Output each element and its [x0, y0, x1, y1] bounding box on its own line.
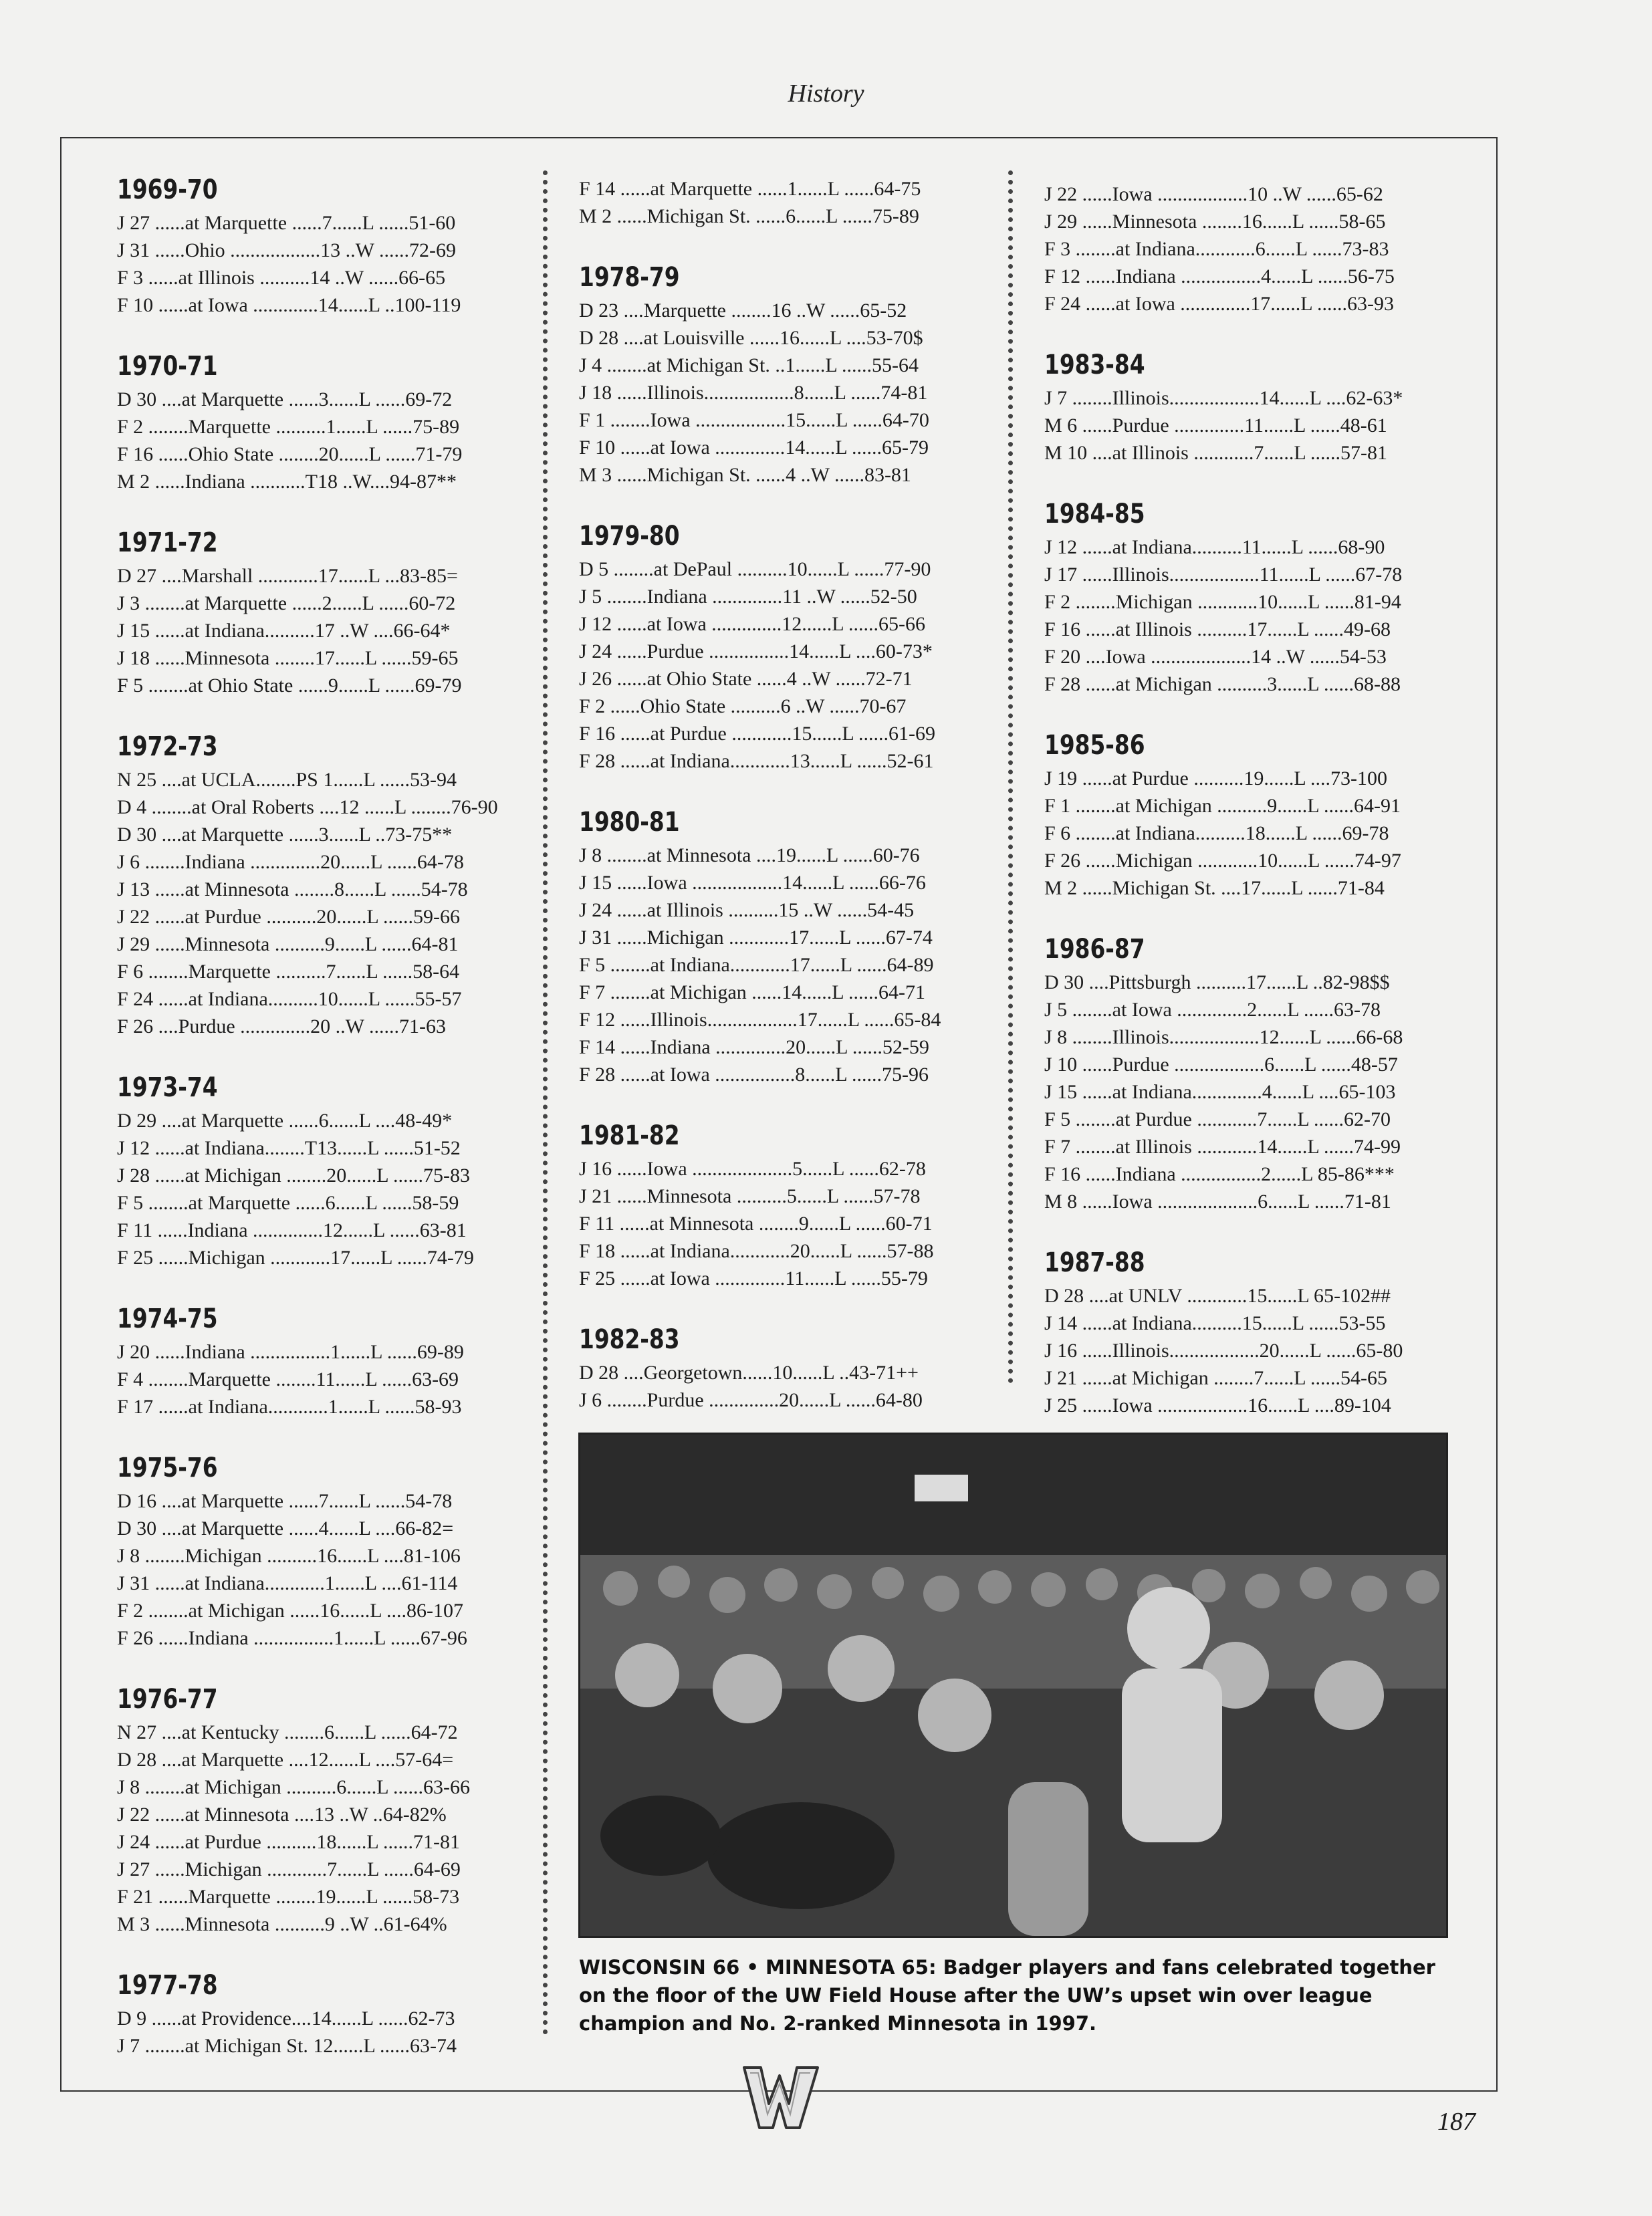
game-row: M 3 ......Minnesota ..........9 ..W ..61-64% — [117, 1913, 447, 1935]
game-row: J 19 ......at Purdue ..........19......L ....73-100 — [1044, 767, 1388, 789]
game-row: F 2 ........at Michigan ......16......L ....86-107 — [117, 1600, 464, 1622]
season-block — [117, 1300, 518, 1421]
game-row: J 12 ......at Indiana..........11......L ......68-90 — [1044, 536, 1385, 558]
game-row: J 21 ......at Michigan ........7......L ......54-65 — [1044, 1367, 1388, 1389]
photo-illustration — [580, 1435, 1446, 1936]
season-block — [117, 1680, 518, 1938]
game-row: F 6 ........Marquette ..........7......L ......58-64 — [117, 961, 460, 983]
game-row: J 15 ......at Indiana..........17 ..W ....66-64* — [117, 620, 451, 642]
season-block — [117, 170, 518, 319]
game-row: J 8 ........Michigan ..........16......L ....81-106 — [117, 1545, 461, 1567]
game-row: J 7 ........at Michigan St. 12......L ......63-74 — [117, 2035, 457, 2057]
game-row: J 16 ......Illinois..................20......L ......65-80 — [1044, 1340, 1403, 1362]
game-row: F 12 ......Indiana ................4......L ......56-75 — [1044, 265, 1395, 287]
game-row: F 25 ......Michigan ............17......L ......74-79 — [117, 1247, 474, 1269]
game-row: J 8 ........at Minnesota ....19......L ......60-76 — [579, 844, 920, 866]
game-row: F 10 ......at Iowa .............14......L ..100-119 — [117, 294, 461, 316]
season-block — [117, 1449, 518, 1652]
game-row: J 22 ......at Minnesota ....13 ..W ..64-82% — [117, 1804, 447, 1826]
game-row: D 28 ....at UNLV ............15......L 65-102## — [1044, 1285, 1391, 1307]
season-block — [117, 523, 518, 699]
season-title: 1973-74 — [117, 1072, 218, 1103]
season-title: 1981-82 — [579, 1120, 680, 1151]
game-row: F 25 ......at Iowa ..............11......L ......55-79 — [579, 1267, 928, 1289]
schedule-column-1 — [117, 170, 518, 2088]
game-row: N 25 ....at UCLA........PS 1......L ......53-94 — [117, 769, 457, 791]
season-block — [579, 803, 980, 1088]
game-row: F 20 ....Iowa ....................14 ..W ......54-53 — [1044, 646, 1387, 668]
season-title: 1977-78 — [117, 1970, 218, 2001]
game-row: M 3 ......Michigan St. ......4 ..W ......83-81 — [579, 464, 911, 486]
season-title: 1972-73 — [117, 731, 218, 762]
season-block — [579, 1320, 980, 1414]
wisconsin-w-logo — [741, 2062, 821, 2132]
game-row: J 26 ......at Ohio State ......4 ..W ......72-71 — [579, 668, 913, 690]
game-row: F 14 ......at Marquette ......1......L ......64-75 — [579, 178, 921, 200]
season-title: 1982-83 — [579, 1324, 680, 1355]
game-row: M 2 ......Michigan St. ....17......L ......71-84 — [1044, 877, 1385, 899]
game-row: J 6 ........Purdue ..............20......L ......64-80 — [579, 1389, 923, 1411]
game-row: M 8 ......Iowa ....................6......L ......71-81 — [1044, 1191, 1391, 1213]
game-row: J 22 ......Iowa ..................10 ..W ......65-62 — [1044, 183, 1383, 205]
game-row: F 10 ......at Iowa ..............14......L ......65-79 — [579, 437, 929, 459]
game-row: M 10 ....at Illinois ............7......L ......57-81 — [1044, 442, 1388, 464]
running-header: History — [788, 80, 864, 108]
game-row: J 24 ......at Illinois ..........15 ..W ......54-45 — [579, 899, 915, 921]
season-title: 1986-87 — [1044, 934, 1145, 965]
game-row: D 30 ....at Marquette ......3......L ......69-72 — [117, 388, 453, 410]
season-title: 1970-71 — [117, 351, 218, 382]
game-row: D 30 ....Pittsburgh ..........17......L ..82-98$$ — [1044, 971, 1390, 993]
season-title: 1976-77 — [117, 1684, 218, 1715]
game-row: F 16 ......at Purdue ............15......L ......61-69 — [579, 723, 936, 745]
game-row: J 29 ......Minnesota ........16......L ......58-65 — [1044, 211, 1386, 233]
season-block — [1044, 180, 1445, 318]
game-row: F 5 ........at Ohio State ......9......L ......69-79 — [117, 674, 462, 697]
season-title: 1983-84 — [1044, 350, 1145, 380]
game-row: J 5 ........at Iowa ..............2......L ......63-78 — [1044, 999, 1381, 1021]
game-row: J 16 ......Iowa ....................5......L ......62-78 — [579, 1158, 926, 1180]
game-row: F 2 ......Ohio State ..........6 ..W ......70-67 — [579, 695, 907, 717]
season-title: 1975-76 — [117, 1453, 218, 1483]
game-row: F 5 ........at Marquette ......6......L ......58-59 — [117, 1192, 459, 1214]
game-row: D 28 ....Georgetown......10......L ..43-71++ — [579, 1362, 919, 1384]
column-separator — [1008, 170, 1013, 1384]
crowd-celebration-photo — [578, 1433, 1448, 1938]
game-row: M 6 ......Purdue ..............11......L ......48-61 — [1044, 414, 1387, 437]
game-row: M 2 ......Indiana ...........T18 ..W....94-87** — [117, 471, 457, 493]
season-title: 1984-85 — [1044, 499, 1145, 529]
game-row: F 1 ........at Michigan ..........9......L ......64-91 — [1044, 795, 1401, 817]
game-row: J 15 ......at Indiana..............4......L ....65-103 — [1044, 1081, 1396, 1103]
photo-caption: WISCONSIN 66 • MINNESOTA 65: Badger players and fans celebrated together on the floor of the UW Field House after the UW’s upset win over league champion and No. 2-ranked Minnesota in 1997. — [579, 1956, 1435, 2035]
game-row: J 24 ......Purdue ................14......L ....60-73* — [579, 640, 933, 662]
game-row: J 27 ......at Marquette ......7......L ......51-60 — [117, 212, 456, 234]
game-row: F 2 ........Marquette ..........1......L ......75-89 — [117, 416, 460, 438]
game-row: F 21 ......Marquette ........19......L ......58-73 — [117, 1886, 460, 1908]
game-row: F 28 ......at Iowa ................8......L ......75-96 — [579, 1064, 929, 1086]
game-row: J 20 ......Indiana ................1......L ......69-89 — [117, 1341, 464, 1363]
game-row: J 5 ........Indiana ..............11 ..W ......52-50 — [579, 586, 917, 608]
season-block — [579, 258, 980, 489]
game-row: J 31 ......at Indiana............1......L ....61-114 — [117, 1572, 458, 1594]
game-row: J 3 ........at Marquette ......2......L ......60-72 — [117, 592, 456, 614]
game-row: F 5 ........at Purdue ............7......L ......62-70 — [1044, 1108, 1391, 1130]
season-block — [1044, 346, 1445, 467]
game-row: D 23 ....Marquette ........16 ..W ......65-52 — [579, 299, 907, 322]
season-block — [1044, 930, 1445, 1215]
season-block — [117, 1068, 518, 1271]
season-block — [1044, 495, 1445, 698]
game-row: D 28 ....at Marquette ....12......L ....57-64= — [117, 1749, 454, 1771]
season-title: 1987-88 — [1044, 1247, 1145, 1278]
game-row: F 11 ......Indiana ..............12......L ......63-81 — [117, 1219, 467, 1241]
game-row: J 25 ......Iowa ..................16......L ....89-104 — [1044, 1394, 1391, 1417]
schedule-column-2 — [579, 175, 980, 1442]
season-block — [1044, 726, 1445, 902]
game-row: F 11 ......at Minnesota ........9......L ......60-71 — [579, 1213, 933, 1235]
game-row: F 12 ......Illinois..................17......L ......65-84 — [579, 1009, 941, 1031]
game-row: F 7 ........at Illinois ............14......L ......74-99 — [1044, 1136, 1401, 1158]
game-row: D 30 ....at Marquette ......4......L ....66-82= — [117, 1517, 454, 1540]
game-row: J 14 ......at Indiana..........15......L ......53-55 — [1044, 1312, 1386, 1334]
game-row: D 28 ....at Louisville ......16......L ....53-70$ — [579, 327, 923, 349]
game-row: F 16 ......Indiana ................2......L 85-86*** — [1044, 1163, 1395, 1185]
season-title: 1979-80 — [579, 521, 680, 551]
game-row: D 29 ....at Marquette ......6......L ....48-49* — [117, 1110, 453, 1132]
season-title: 1980-81 — [579, 807, 680, 838]
game-row: F 28 ......at Indiana............13......L ......52-61 — [579, 750, 934, 772]
game-row: J 12 ......at Indiana........T13......L ......51-52 — [117, 1137, 461, 1159]
game-row: J 7 ........Illinois..................14......L ....62-63* — [1044, 387, 1403, 409]
page-number: 187 — [1437, 2108, 1476, 2136]
season-block — [117, 727, 518, 1040]
game-row: N 27 ....at Kentucky ........6......L ......64-72 — [117, 1721, 458, 1743]
game-row: J 4 ........at Michigan St. ..1......L ......55-64 — [579, 354, 919, 376]
game-row: M 2 ......Michigan St. ......6......L ......75-89 — [579, 205, 919, 227]
game-row: F 26 ....Purdue ..............20 ..W ......71-63 — [117, 1015, 446, 1037]
season-title: 1969-70 — [117, 174, 218, 205]
game-row: F 6 ........at Indiana..........18......L ......69-78 — [1044, 822, 1389, 844]
season-title: 1971-72 — [117, 527, 218, 558]
game-row: J 13 ......at Minnesota ........8......L ......54-78 — [117, 878, 468, 900]
game-row: J 17 ......Illinois..................11......L ......67-78 — [1044, 564, 1403, 586]
game-row: F 18 ......at Indiana............20......L ......57-88 — [579, 1240, 934, 1262]
game-row: J 18 ......Minnesota ........17......L ......59-65 — [117, 647, 459, 669]
season-title: 1978-79 — [579, 262, 680, 293]
game-row: J 8 ........Illinois..................12......L ......66-68 — [1044, 1026, 1403, 1048]
game-row: F 26 ......Michigan ............10......L ......74-97 — [1044, 850, 1401, 872]
game-row: D 5 ........at DePaul ..........10......L ......77-90 — [579, 558, 931, 580]
game-row: F 16 ......Ohio State ........20......L ......71-79 — [117, 443, 463, 465]
game-row: F 3 ......at Illinois ..........14 ..W ......66-65 — [117, 267, 446, 289]
season-block — [117, 347, 518, 495]
game-row: F 2 ........Michigan ............10......L ......81-94 — [1044, 591, 1401, 613]
game-row: J 31 ......Michigan ............17......L ......67-74 — [579, 927, 933, 949]
game-row: J 18 ......Illinois..................8......L ......74-81 — [579, 382, 928, 404]
game-row: J 29 ......Minnesota ..........9......L ......64-81 — [117, 933, 459, 955]
game-row: J 8 ........at Michigan ..........6......L ......63-66 — [117, 1776, 471, 1798]
game-row: F 3 ........at Indiana............6......L ......73-83 — [1044, 238, 1389, 260]
game-row: J 10 ......Purdue ..................6......L ......48-57 — [1044, 1054, 1398, 1076]
game-row: D 30 ....at Marquette ......3......L ..73-75** — [117, 824, 453, 846]
game-row: J 22 ......at Purdue ..........20......L ......59-66 — [117, 906, 461, 928]
game-row: F 14 ......Indiana ..............20......L ......52-59 — [579, 1036, 929, 1058]
game-row: F 17 ......at Indiana............1......L ......58-93 — [117, 1396, 462, 1418]
game-row: D 27 ....Marshall ............17......L ...83-85= — [117, 565, 458, 587]
game-row: J 12 ......at Iowa ..............12......L ......65-66 — [579, 613, 925, 635]
game-row: J 21 ......Minnesota ..........5......L ......57-78 — [579, 1185, 921, 1207]
schedule-column-3 — [1044, 180, 1445, 1447]
season-block — [579, 1116, 980, 1292]
game-row: J 15 ......Iowa ..................14......L ......66-76 — [579, 872, 926, 894]
game-row: D 16 ....at Marquette ......7......L ......54-78 — [117, 1490, 453, 1512]
game-row: D 4 ........at Oral Roberts ....12 ......L ........76-90 — [117, 796, 498, 818]
season-block — [579, 175, 980, 230]
season-block — [117, 1966, 518, 2060]
game-row: F 26 ......Indiana ................1......L ......67-96 — [117, 1627, 467, 1649]
season-block — [1044, 1243, 1445, 1419]
game-row: J 27 ......Michigan ............7......L ......64-69 — [117, 1858, 461, 1880]
game-row: F 7 ........at Michigan ......14......L ......64-71 — [579, 981, 926, 1003]
game-row: F 24 ......at Iowa ..............17......L ......63-93 — [1044, 293, 1395, 315]
game-row: J 6 ........Indiana ..............20......L ......64-78 — [117, 851, 464, 873]
game-row: F 24 ......at Indiana..........10......L ......55-57 — [117, 988, 462, 1010]
season-title: 1985-86 — [1044, 730, 1145, 761]
season-title: 1974-75 — [117, 1304, 218, 1334]
game-row: F 5 ........at Indiana............17......L ......64-89 — [579, 954, 934, 976]
game-row: F 16 ......at Illinois ..........17......L ......49-68 — [1044, 618, 1391, 640]
game-row: F 28 ......at Michigan ..........3......L ......68-88 — [1044, 673, 1401, 695]
game-row: D 9 ......at Providence....14......L ......62-73 — [117, 2007, 455, 2029]
season-block — [579, 517, 980, 775]
column-separator — [543, 170, 548, 2036]
game-row: J 24 ......at Purdue ..........18......L ......71-81 — [117, 1831, 461, 1853]
game-row: J 31 ......Ohio ..................13 ..W ......72-69 — [117, 239, 456, 261]
game-row: J 28 ......at Michigan ........20......L ......75-83 — [117, 1164, 471, 1187]
game-row: F 1 ........Iowa ..................15......L ......64-70 — [579, 409, 929, 431]
game-row: F 4 ........Marquette ........11......L ......63-69 — [117, 1368, 459, 1390]
